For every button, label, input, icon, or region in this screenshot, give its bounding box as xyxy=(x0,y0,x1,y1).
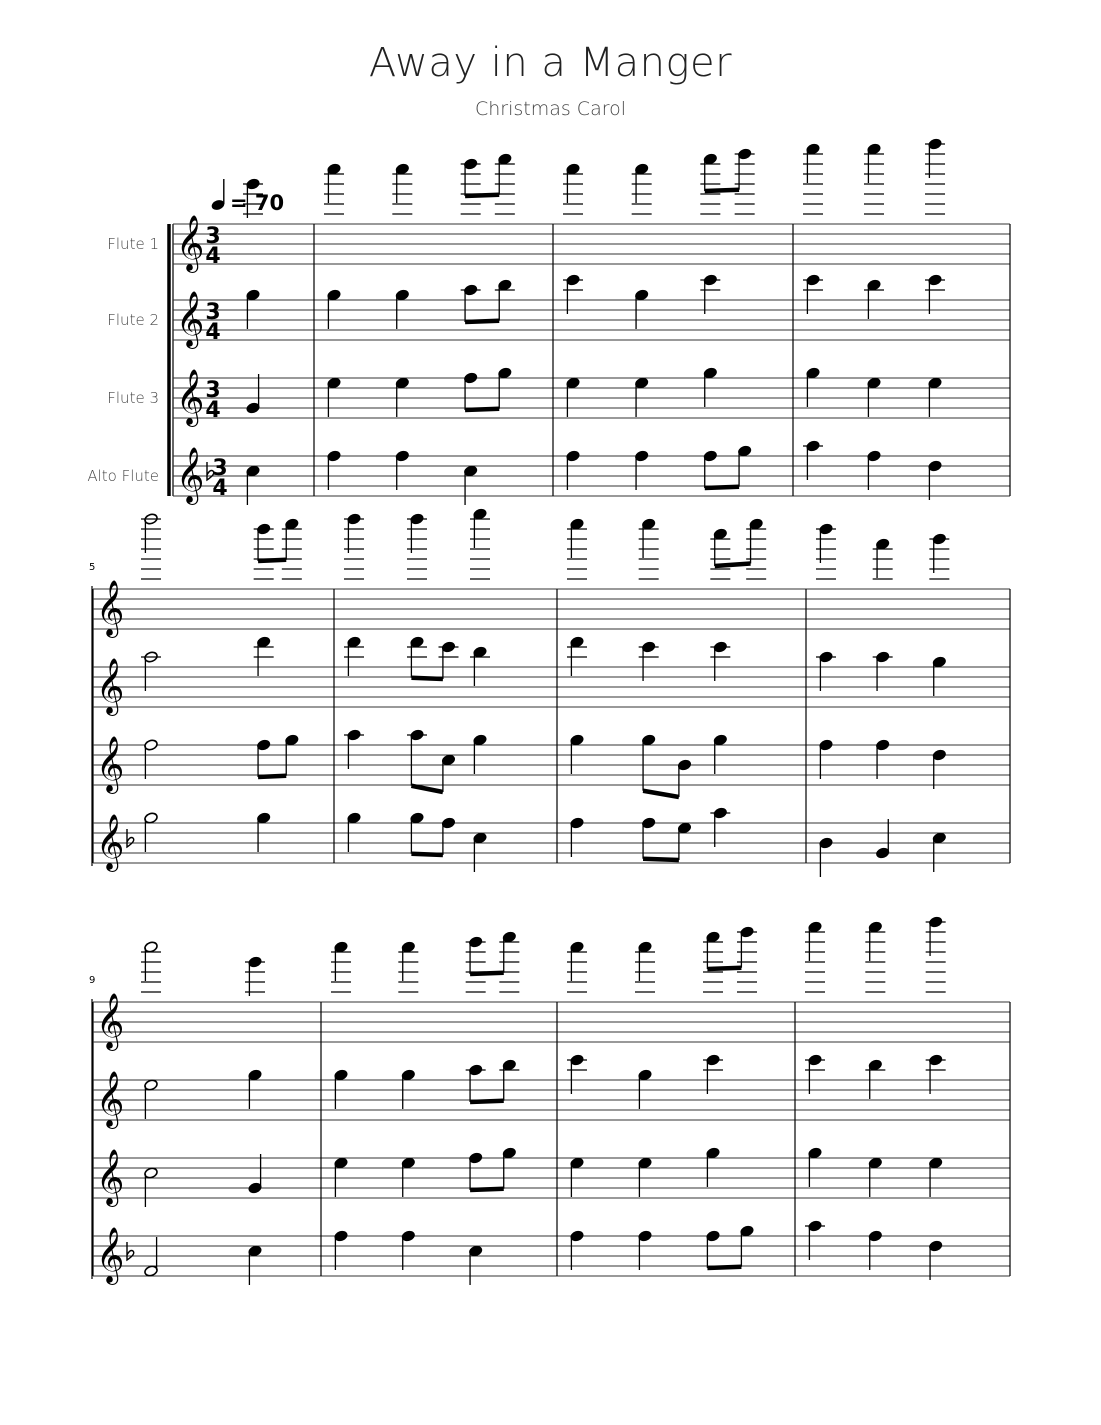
measure-part xyxy=(334,1147,517,1197)
measure-part xyxy=(324,153,515,214)
beam xyxy=(643,859,679,860)
measure-number: 9 xyxy=(89,975,96,986)
beam xyxy=(465,195,499,196)
measure-number: 5 xyxy=(89,562,96,573)
measure-part xyxy=(567,926,757,992)
measure-part xyxy=(566,445,752,490)
measure-part xyxy=(803,440,942,500)
beam xyxy=(705,190,739,191)
beam xyxy=(465,409,499,410)
measure-part xyxy=(566,367,718,417)
time-signature-bottom: 4 xyxy=(205,398,221,423)
treble-clef-icon: 𝄞 xyxy=(96,814,125,870)
flat-sign-icon xyxy=(127,1242,134,1260)
score-title: Away in a Manger xyxy=(368,40,733,86)
beam xyxy=(470,1101,504,1102)
measure-part xyxy=(816,523,949,579)
treble-clef-icon: 𝄞 xyxy=(176,291,205,347)
beam xyxy=(707,968,741,969)
measure-part xyxy=(563,148,755,214)
treble-clef-icon: 𝄞 xyxy=(176,447,205,503)
measure-part xyxy=(819,739,947,789)
part-name: Alto Flute xyxy=(87,467,159,485)
measure-part xyxy=(144,812,271,852)
measure-part xyxy=(808,1147,943,1197)
measure-part xyxy=(570,1147,721,1197)
measure-part xyxy=(327,279,515,329)
measure-part xyxy=(805,1054,946,1099)
treble-clef-icon: 𝄞 xyxy=(96,1149,125,1205)
time-signature-bottom: 4 xyxy=(205,320,221,345)
time-signature-bottom: 4 xyxy=(212,476,228,501)
treble-clef-icon: 𝄞 xyxy=(96,580,125,636)
measure-part xyxy=(331,931,519,992)
treble-clef-icon: 𝄞 xyxy=(176,369,205,425)
treble-clef-icon: 𝄞 xyxy=(96,658,125,714)
time-signature-top: 3 xyxy=(205,378,221,403)
measure-part xyxy=(327,450,478,505)
measure-part xyxy=(246,465,261,505)
measure-part xyxy=(803,274,945,319)
measure-part xyxy=(816,651,947,696)
measure-part xyxy=(567,518,766,579)
beam xyxy=(411,786,443,792)
part-name: Flute 2 xyxy=(107,311,159,329)
beam xyxy=(705,487,739,488)
beam xyxy=(465,321,499,322)
measure-part xyxy=(567,1054,723,1109)
measure-part xyxy=(141,513,302,579)
treble-clef-icon: 𝄞 xyxy=(96,1071,125,1127)
beam xyxy=(707,1267,741,1268)
measure-part xyxy=(805,1220,943,1280)
measure-part xyxy=(563,274,720,329)
part-name: Flute 3 xyxy=(107,389,159,407)
measure-part xyxy=(805,916,946,992)
beam xyxy=(411,678,443,679)
treble-clef-icon: 𝄞 xyxy=(96,736,125,792)
measure-part xyxy=(144,734,299,779)
beam xyxy=(715,564,751,567)
measure-part xyxy=(806,367,943,417)
treble-clef-icon: 𝄞 xyxy=(96,993,125,1049)
measure-part xyxy=(334,1059,520,1109)
beam xyxy=(258,776,286,777)
beam xyxy=(411,854,443,855)
time-signature-top: 3 xyxy=(212,456,228,481)
score-subtitle: Christmas Carol xyxy=(474,98,627,120)
treble-clef-icon: 𝄞 xyxy=(96,1227,125,1283)
time-signature-top: 3 xyxy=(205,224,221,249)
measure-part xyxy=(327,367,512,417)
treble-clef-icon: 𝄞 xyxy=(176,215,205,271)
beam xyxy=(258,560,286,561)
measure-part xyxy=(344,729,487,792)
measure-part xyxy=(144,1069,263,1119)
measure-part xyxy=(144,1154,263,1207)
beam xyxy=(470,1189,504,1190)
measure-part xyxy=(141,636,274,691)
measure-part xyxy=(344,508,490,579)
measure-part xyxy=(570,1225,755,1270)
measure-part xyxy=(334,1230,483,1285)
part-name: Flute 1 xyxy=(107,235,159,253)
flat-sign-icon xyxy=(127,829,134,847)
measure-part xyxy=(144,1237,263,1285)
measure-part xyxy=(803,138,945,214)
measure-part xyxy=(344,636,490,686)
beam xyxy=(470,973,504,974)
measure-part xyxy=(567,636,730,681)
beam xyxy=(643,791,679,797)
tempo-marking: = 70 xyxy=(230,191,285,215)
measure-part xyxy=(246,289,261,329)
measure-part xyxy=(246,374,261,414)
measure-part xyxy=(819,819,947,877)
measure-part xyxy=(141,941,265,996)
time-signature-top: 3 xyxy=(205,300,221,325)
time-signature-bottom: 4 xyxy=(205,244,221,269)
